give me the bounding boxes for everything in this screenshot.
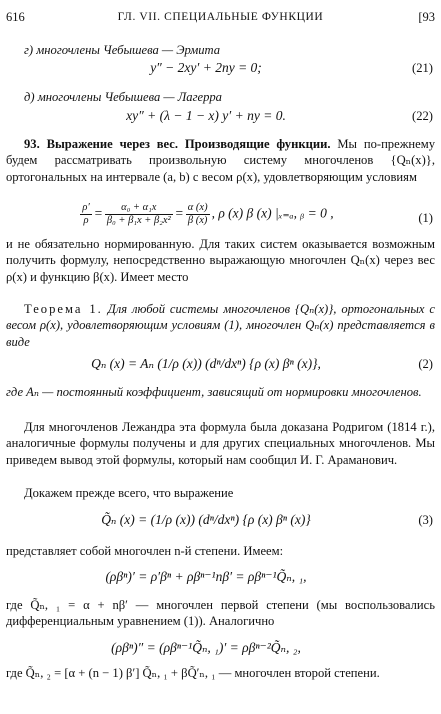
paragraph-5: представляет собой многочлен n-й степени. Имеем: xyxy=(6,544,284,558)
fraction-rho-prime-over-rho: $\frac{\rho'}{\rho}$ xyxy=(82,202,90,226)
equation-3-body: Q̃ₙ (x) = (1/ρ (x)) (dⁿ/dxⁿ) {ρ (x) βⁿ (x)} xyxy=(101,512,311,527)
equation-1 xyxy=(6,202,435,236)
paragraph-6: где Q̃ₙ, ₁ = α + nβ′ — многочлен первой степени (мы воспользовались дифференциальным уравнением (1)). Аналогично xyxy=(6,598,435,629)
equation-derivative-1 xyxy=(6,569,435,591)
running-title: ГЛ. VII. СПЕЦИАЛЬНЫЕ ФУНКЦИИ xyxy=(117,11,324,23)
fraction-alpha-over-beta-poly: $\frac{\text{α₀ + α₁x}}{\text{β₀ + β₁x + β₂x²}}$ xyxy=(106,202,171,226)
theorem-label: Теорема 1. xyxy=(24,302,103,316)
equation-3-number: (3) xyxy=(418,513,433,527)
equation-3 xyxy=(6,512,435,534)
equation-1-body: $\frac{\rho'}{\rho}$ = $\frac{\text{α₀ + α₁x}}{\text{β₀ + β₁x + β₂x²}}$ = $\frac{\alpha (x)}{\beta (x)}$ , ρ (x) β (x) |ₓ₌ₐ, ᵦ = 0 , xyxy=(82,202,334,226)
equation-22-body: xy″ + (λ − 1 − x) y′ + ny = 0. xyxy=(126,108,286,123)
page-header xyxy=(6,9,435,27)
equation-derivative-1-body: (ρβⁿ)′ = ρ′βⁿ + ρβⁿ⁻¹nβ′ = ρβⁿ⁻¹Q̃ₙ, ₁, xyxy=(105,569,307,584)
paragraph-4: Докажем прежде всего, что выражение xyxy=(24,486,234,500)
equation-22 xyxy=(6,108,435,130)
section-number: [93 xyxy=(418,10,435,24)
equation-1-number: (1) xyxy=(418,211,433,225)
equation-21-body: y″ − 2xy′ + 2ny = 0; xyxy=(150,60,262,75)
equation-22-number: (22) xyxy=(412,109,433,123)
equation-2-body: Qₙ (x) = Aₙ (1/ρ (x)) (dⁿ/dxⁿ) {ρ (x) βⁿ (x)}, xyxy=(91,356,321,371)
section-title: 93. Выражение через вес. Производящие функции. xyxy=(24,137,331,151)
paragraph-3: Для многочленов Лежандра эта формула была доказана Родригом (1814 г.), аналогичные формулы получены и для других специальных многочленов. Мы приведем вывод этой формулы, который нам сообщил И. Г. Араманович. xyxy=(6,420,435,467)
equation-2 xyxy=(6,356,435,378)
section-intro-paragraph xyxy=(6,136,435,185)
theorem-text: Для любой системы многочленов {Qₙ(x)}, ортогональных с весом ρ(x), удовлетворяющим условиям (1), многочлен Qₙ(x) представляется в виде xyxy=(6,302,435,349)
paragraph-1: и не обязательно нормированную. Для таких систем оказывается возможным получить формулу, непосредственно выражающую многочлен Qₙ(x) через вес ρ(x) и функцию β(x). Имеет место xyxy=(6,237,435,284)
equation-derivative-2-body: (ρβⁿ)″ = (ρβⁿ⁻¹Q̃ₙ, ₁)′ = ρβⁿ⁻²Q̃ₙ, ₂, xyxy=(111,640,301,655)
equation-derivative-2 xyxy=(6,640,435,662)
theorem-1 xyxy=(6,301,435,350)
section-intro-text: Мы по-прежнему будем рассматривать произвольную систему многочленов {Qₙ(x)}, ортогональных на интервале (a, b) с весом ρ(x), удовлетворяющим условиям xyxy=(6,137,435,184)
equation-1-tail: , ρ (x) β (x) |ₓ₌ₐ, ᵦ = 0 , xyxy=(211,205,334,221)
fraction-alpha-over-beta: $\frac{\alpha (x)}{\beta (x)}$ xyxy=(187,202,208,226)
paragraph-2: где Aₙ — постоянный коэффициент, зависящий от нормировки многочленов. xyxy=(6,385,422,399)
paragraph-7: где Q̃ₙ, ₂ = [α + (n − 1) β′] Q̃ₙ, ₁ + βQ̃′ₙ, ₁ — многочлен второй степени. xyxy=(6,666,380,680)
equation-21-number: (21) xyxy=(412,61,433,75)
item-g-label: г) многочлены Чебышева — Эрмита xyxy=(24,43,221,57)
page-number: 616 xyxy=(6,10,25,24)
item-d-label: д) многочлены Чебышева — Лагерра xyxy=(24,90,222,104)
equation-2-number: (2) xyxy=(418,357,433,371)
equation-21 xyxy=(6,60,435,82)
